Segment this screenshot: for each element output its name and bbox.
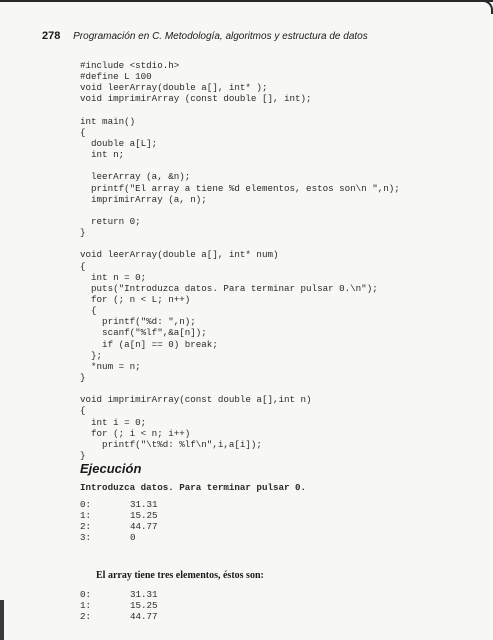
code-line: int n; [80, 149, 125, 161]
left-edge-mark [0, 600, 4, 640]
code-line: void imprimirArray(const double a[],int n) [80, 394, 312, 406]
code-listing [80, 60, 400, 461]
code-line: double a[L]; [80, 137, 158, 149]
row-index: 2: [80, 521, 92, 533]
code-line [80, 238, 400, 249]
running-title: Programación en C. Metodología, algoritmos y estructura de datos [73, 31, 368, 42]
code-line: #define L 100 [80, 71, 152, 83]
row-index: 2: [80, 611, 92, 623]
code-line: int main() [80, 115, 136, 127]
code-line: printf("%d: ",n); [80, 316, 196, 328]
code-line: printf("\t%d: %lf\n",i,a[i]); [80, 438, 262, 450]
output-row [80, 532, 306, 543]
output-row [80, 499, 306, 510]
corner-mark [477, 0, 493, 14]
row-value: 15.25 [130, 510, 158, 522]
row-value: 44.77 [130, 611, 158, 623]
top-rule [0, 0, 493, 2]
code-line: return 0; [80, 215, 141, 227]
execution-prompt: Introduzca datos. Para terminar pulsar 0. [80, 482, 307, 493]
row-value: 31.31 [130, 499, 158, 510]
output-row [80, 589, 158, 600]
code-line: int n = 0; [80, 271, 147, 283]
row-index: 1: [80, 600, 92, 612]
code-line: { [80, 305, 97, 317]
code-line: void imprimirArray (const double [], int); [80, 93, 312, 105]
code-line [80, 205, 400, 216]
code-line: } [80, 227, 86, 239]
code-line: void leerArray(double a[], int* num) [80, 249, 279, 261]
code-line: for (; i < n; i++) [80, 427, 191, 439]
row-value: 31.31 [130, 589, 158, 600]
code-line: }; [80, 349, 103, 361]
row-value: 44.77 [130, 521, 158, 533]
execution-output [80, 589, 158, 622]
code-line: imprimirArray (a, n); [80, 193, 207, 205]
row-index: 3: [80, 532, 92, 544]
code-line: for (; n < L; n++) [80, 293, 191, 305]
row-value: 0 [130, 532, 136, 544]
code-line [80, 105, 400, 116]
code-line: { [80, 260, 86, 272]
row-index: 0: [80, 499, 92, 510]
output-row [80, 521, 306, 532]
row-index: 1: [80, 510, 92, 522]
code-line: *num = n; [80, 360, 141, 372]
output-sentence: El array tiene tres elementos, éstos son: [96, 570, 264, 581]
row-index: 0: [80, 589, 92, 600]
output-row [80, 510, 306, 521]
code-line: } [80, 449, 86, 461]
page-header [42, 30, 368, 42]
code-line: if (a[n] == 0) break; [80, 338, 218, 350]
section-title: Ejecución [80, 461, 142, 476]
code-line: } [80, 371, 86, 383]
code-line: leerArray (a, &n); [80, 171, 191, 183]
code-line: printf("El array a tiene %d elementos, estos son\n ",n); [80, 182, 400, 194]
code-line: scanf("%lf",&a[n]); [80, 327, 207, 339]
code-line: { [80, 405, 86, 417]
code-line: #include <stdio.h> [80, 60, 180, 71]
output-row [80, 611, 158, 622]
code-line: { [80, 126, 86, 138]
page-number: 278 [42, 30, 61, 42]
code-line: void leerArray(double a[], int* ); [80, 82, 268, 94]
code-line [80, 383, 400, 394]
execution-input [80, 482, 306, 543]
output-row [80, 600, 158, 611]
row-value: 15.25 [130, 600, 158, 612]
code-line [80, 160, 400, 171]
code-line: puts("Introduzca datos. Para terminar pulsar 0.\n"); [80, 282, 378, 294]
code-line: int i = 0; [80, 416, 147, 428]
